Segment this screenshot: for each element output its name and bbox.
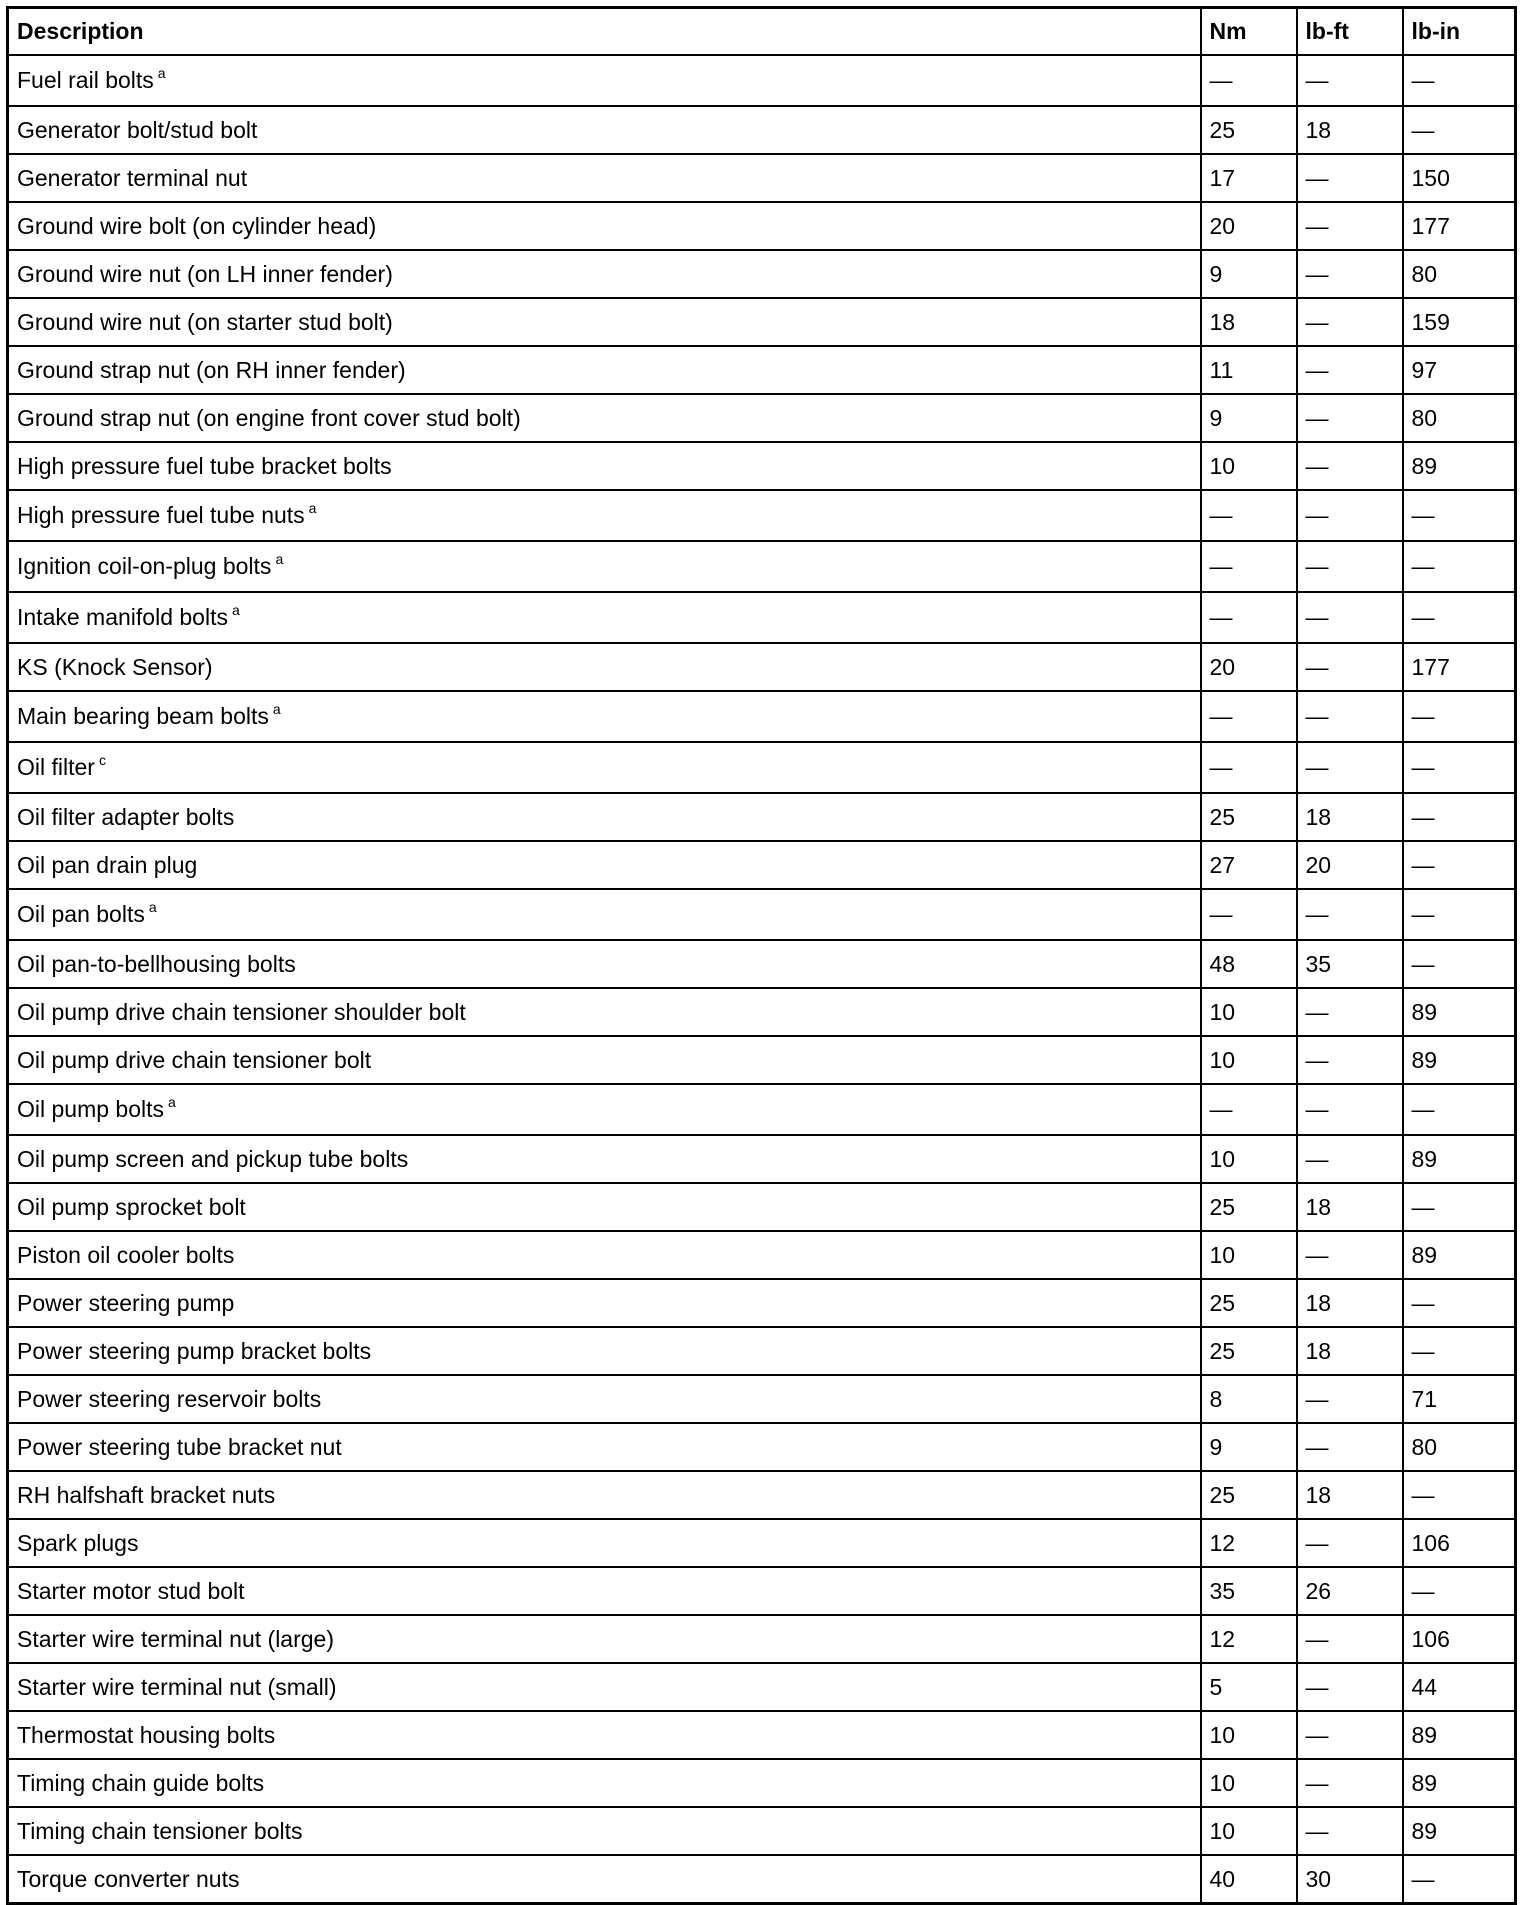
description-text: Oil pump screen and pickup tube bolts bbox=[17, 1145, 409, 1172]
cell-nm: 10 bbox=[1201, 1231, 1297, 1279]
cell-lb-in: — bbox=[1403, 841, 1516, 889]
cell-lb-ft: — bbox=[1297, 1519, 1403, 1567]
footnote-marker: a bbox=[231, 602, 240, 618]
cell-description bbox=[8, 250, 1201, 298]
cell-nm: 18 bbox=[1201, 298, 1297, 346]
cell-description bbox=[8, 643, 1201, 691]
table-row bbox=[8, 106, 1516, 154]
cell-nm: 11 bbox=[1201, 346, 1297, 394]
cell-lb-in: 71 bbox=[1403, 1375, 1516, 1423]
cell-lb-ft: — bbox=[1297, 541, 1403, 592]
cell-lb-in: 89 bbox=[1403, 988, 1516, 1036]
table-row bbox=[8, 1711, 1516, 1759]
cell-description bbox=[8, 55, 1201, 106]
cell-lb-in: 80 bbox=[1403, 1423, 1516, 1471]
cell-lb-in: 106 bbox=[1403, 1519, 1516, 1567]
cell-lb-ft: — bbox=[1297, 394, 1403, 442]
description-text: Ground wire nut (on LH inner fender) bbox=[17, 260, 393, 287]
cell-description bbox=[8, 1375, 1201, 1423]
cell-nm: — bbox=[1201, 1084, 1297, 1135]
cell-lb-in: — bbox=[1403, 793, 1516, 841]
table-row bbox=[8, 643, 1516, 691]
cell-lb-ft: 18 bbox=[1297, 793, 1403, 841]
cell-nm: 8 bbox=[1201, 1375, 1297, 1423]
cell-lb-ft: — bbox=[1297, 592, 1403, 643]
description-text: Power steering pump bbox=[17, 1289, 235, 1316]
table-row bbox=[8, 1615, 1516, 1663]
cell-nm: 12 bbox=[1201, 1519, 1297, 1567]
description-text: Ground strap nut (on engine front cover stud bolt) bbox=[17, 404, 521, 431]
cell-nm: 10 bbox=[1201, 1759, 1297, 1807]
description-text: Ground wire nut (on starter stud bolt) bbox=[17, 308, 393, 335]
table-row bbox=[8, 346, 1516, 394]
cell-lb-ft: 30 bbox=[1297, 1855, 1403, 1904]
cell-lb-in: 44 bbox=[1403, 1663, 1516, 1711]
footnote-marker: a bbox=[308, 500, 317, 516]
cell-description bbox=[8, 889, 1201, 940]
cell-description bbox=[8, 592, 1201, 643]
cell-nm: 25 bbox=[1201, 1279, 1297, 1327]
cell-lb-ft: — bbox=[1297, 1231, 1403, 1279]
table-row bbox=[8, 298, 1516, 346]
table-row bbox=[8, 1807, 1516, 1855]
cell-description bbox=[8, 793, 1201, 841]
cell-nm: 25 bbox=[1201, 1327, 1297, 1375]
cell-lb-ft: — bbox=[1297, 442, 1403, 490]
cell-description bbox=[8, 106, 1201, 154]
table-row bbox=[8, 490, 1516, 541]
cell-lb-ft: — bbox=[1297, 202, 1403, 250]
cell-lb-in: — bbox=[1403, 889, 1516, 940]
cell-nm: — bbox=[1201, 541, 1297, 592]
cell-lb-in: — bbox=[1403, 1279, 1516, 1327]
description-text: High pressure fuel tube bracket bolts bbox=[17, 452, 392, 479]
cell-nm: 9 bbox=[1201, 394, 1297, 442]
cell-nm: 10 bbox=[1201, 442, 1297, 490]
cell-lb-ft: 26 bbox=[1297, 1567, 1403, 1615]
cell-lb-in: — bbox=[1403, 691, 1516, 742]
cell-description bbox=[8, 541, 1201, 592]
cell-lb-ft: 18 bbox=[1297, 1279, 1403, 1327]
table-row bbox=[8, 1471, 1516, 1519]
table-row bbox=[8, 1663, 1516, 1711]
cell-nm: — bbox=[1201, 742, 1297, 793]
cell-lb-ft: — bbox=[1297, 1084, 1403, 1135]
cell-description bbox=[8, 1036, 1201, 1084]
cell-description bbox=[8, 154, 1201, 202]
cell-lb-ft: — bbox=[1297, 1375, 1403, 1423]
cell-lb-in: 106 bbox=[1403, 1615, 1516, 1663]
table-body bbox=[8, 55, 1516, 1904]
cell-description bbox=[8, 202, 1201, 250]
description-text: Oil pump bolts bbox=[17, 1096, 165, 1122]
footnote-marker: a bbox=[148, 899, 157, 915]
cell-lb-ft: — bbox=[1297, 889, 1403, 940]
cell-description bbox=[8, 1855, 1201, 1904]
cell-lb-in: 150 bbox=[1403, 154, 1516, 202]
cell-lb-ft: — bbox=[1297, 988, 1403, 1036]
cell-description bbox=[8, 1183, 1201, 1231]
cell-lb-in: 89 bbox=[1403, 1135, 1516, 1183]
table-row bbox=[8, 1759, 1516, 1807]
description-text: Oil pan bolts bbox=[17, 901, 145, 927]
cell-lb-in: — bbox=[1403, 1471, 1516, 1519]
description-text: Thermostat housing bolts bbox=[17, 1721, 276, 1748]
cell-description bbox=[8, 988, 1201, 1036]
description-text: Main bearing beam bolts bbox=[17, 703, 269, 729]
cell-lb-in: 177 bbox=[1403, 643, 1516, 691]
table-row bbox=[8, 940, 1516, 988]
description-text: Oil pump drive chain tensioner bolt bbox=[17, 1046, 372, 1073]
cell-nm: 35 bbox=[1201, 1567, 1297, 1615]
table-row bbox=[8, 1375, 1516, 1423]
footnote-marker: a bbox=[272, 701, 281, 717]
cell-lb-ft: — bbox=[1297, 1711, 1403, 1759]
table-row bbox=[8, 154, 1516, 202]
column-header-description: Description bbox=[8, 8, 1201, 56]
cell-description bbox=[8, 1519, 1201, 1567]
cell-description bbox=[8, 1423, 1201, 1471]
column-header-lb-in: lb-in bbox=[1403, 8, 1516, 56]
cell-lb-in: — bbox=[1403, 1855, 1516, 1904]
cell-lb-ft: — bbox=[1297, 1615, 1403, 1663]
cell-nm: 40 bbox=[1201, 1855, 1297, 1904]
cell-nm: 10 bbox=[1201, 1807, 1297, 1855]
cell-nm: — bbox=[1201, 592, 1297, 643]
table-row bbox=[8, 691, 1516, 742]
description-text: Oil filter bbox=[17, 754, 95, 780]
description-text: Starter wire terminal nut (large) bbox=[17, 1625, 334, 1652]
table-row bbox=[8, 1423, 1516, 1471]
cell-lb-in: 89 bbox=[1403, 442, 1516, 490]
table-row bbox=[8, 1279, 1516, 1327]
description-text: Torque converter nuts bbox=[17, 1865, 240, 1892]
cell-lb-ft: — bbox=[1297, 250, 1403, 298]
table-row bbox=[8, 592, 1516, 643]
table-row bbox=[8, 889, 1516, 940]
cell-nm: 25 bbox=[1201, 106, 1297, 154]
cell-lb-ft: — bbox=[1297, 1135, 1403, 1183]
cell-lb-ft: — bbox=[1297, 1036, 1403, 1084]
cell-description bbox=[8, 1231, 1201, 1279]
table-row bbox=[8, 1327, 1516, 1375]
cell-lb-ft: — bbox=[1297, 1423, 1403, 1471]
cell-description bbox=[8, 1711, 1201, 1759]
table-row bbox=[8, 1183, 1516, 1231]
cell-nm: 20 bbox=[1201, 202, 1297, 250]
description-text: Oil pan drain plug bbox=[17, 851, 198, 878]
cell-lb-ft: — bbox=[1297, 742, 1403, 793]
cell-lb-in: — bbox=[1403, 1084, 1516, 1135]
cell-description bbox=[8, 394, 1201, 442]
cell-lb-in: — bbox=[1403, 1183, 1516, 1231]
cell-lb-in: 97 bbox=[1403, 346, 1516, 394]
table-header-row bbox=[8, 8, 1516, 56]
cell-lb-in: 80 bbox=[1403, 394, 1516, 442]
footnote-marker: a bbox=[275, 551, 284, 567]
description-text: Generator terminal nut bbox=[17, 164, 248, 191]
cell-description bbox=[8, 691, 1201, 742]
cell-lb-in: 89 bbox=[1403, 1759, 1516, 1807]
description-text: Oil pump drive chain tensioner shoulder bolt bbox=[17, 998, 466, 1025]
cell-nm: 25 bbox=[1201, 793, 1297, 841]
footnote-marker: a bbox=[157, 65, 166, 81]
cell-lb-in: 89 bbox=[1403, 1036, 1516, 1084]
description-text: Spark plugs bbox=[17, 1529, 139, 1556]
column-header-lb-ft: lb-ft bbox=[1297, 8, 1403, 56]
table-row bbox=[8, 793, 1516, 841]
cell-lb-ft: — bbox=[1297, 490, 1403, 541]
cell-nm: — bbox=[1201, 55, 1297, 106]
cell-nm: 48 bbox=[1201, 940, 1297, 988]
table-row bbox=[8, 394, 1516, 442]
description-text: High pressure fuel tube nuts bbox=[17, 502, 305, 528]
cell-nm: — bbox=[1201, 889, 1297, 940]
cell-lb-in: 159 bbox=[1403, 298, 1516, 346]
cell-nm: 25 bbox=[1201, 1471, 1297, 1519]
cell-lb-ft: 18 bbox=[1297, 1327, 1403, 1375]
cell-description bbox=[8, 1807, 1201, 1855]
description-text: Power steering tube bracket nut bbox=[17, 1433, 342, 1460]
cell-lb-in: 177 bbox=[1403, 202, 1516, 250]
cell-nm: 27 bbox=[1201, 841, 1297, 889]
cell-nm: 25 bbox=[1201, 1183, 1297, 1231]
cell-nm: 20 bbox=[1201, 643, 1297, 691]
cell-description bbox=[8, 1327, 1201, 1375]
description-text: Power steering reservoir bolts bbox=[17, 1385, 322, 1412]
cell-lb-in: — bbox=[1403, 55, 1516, 106]
description-text: Piston oil cooler bolts bbox=[17, 1241, 235, 1268]
cell-description bbox=[8, 490, 1201, 541]
table-row bbox=[8, 1036, 1516, 1084]
cell-nm: 10 bbox=[1201, 1036, 1297, 1084]
table-row bbox=[8, 442, 1516, 490]
cell-description bbox=[8, 1567, 1201, 1615]
table-row bbox=[8, 742, 1516, 793]
cell-description bbox=[8, 442, 1201, 490]
cell-description bbox=[8, 1759, 1201, 1807]
description-text: KS (Knock Sensor) bbox=[17, 653, 213, 680]
cell-lb-in: — bbox=[1403, 490, 1516, 541]
cell-nm: — bbox=[1201, 490, 1297, 541]
cell-lb-ft: 18 bbox=[1297, 1183, 1403, 1231]
cell-nm: 17 bbox=[1201, 154, 1297, 202]
description-text: Starter motor stud bolt bbox=[17, 1577, 245, 1604]
description-text: Ground strap nut (on RH inner fender) bbox=[17, 356, 406, 383]
cell-lb-in: — bbox=[1403, 592, 1516, 643]
table-row bbox=[8, 541, 1516, 592]
cell-lb-in: — bbox=[1403, 541, 1516, 592]
description-text: Timing chain guide bolts bbox=[17, 1769, 265, 1796]
cell-lb-ft: — bbox=[1297, 154, 1403, 202]
cell-lb-in: — bbox=[1403, 1567, 1516, 1615]
description-text: Generator bolt/stud bolt bbox=[17, 116, 258, 143]
table-row bbox=[8, 1519, 1516, 1567]
cell-nm: 10 bbox=[1201, 1711, 1297, 1759]
description-text: Power steering pump bracket bolts bbox=[17, 1337, 372, 1364]
cell-lb-ft: — bbox=[1297, 55, 1403, 106]
description-text: Fuel rail bolts bbox=[17, 67, 154, 93]
cell-nm: 9 bbox=[1201, 250, 1297, 298]
cell-lb-ft: 20 bbox=[1297, 841, 1403, 889]
cell-lb-ft: — bbox=[1297, 1759, 1403, 1807]
table-row bbox=[8, 1135, 1516, 1183]
table-row bbox=[8, 1084, 1516, 1135]
cell-lb-in: 89 bbox=[1403, 1231, 1516, 1279]
table-row bbox=[8, 1567, 1516, 1615]
description-text: Oil pan-to-bellhousing bolts bbox=[17, 950, 296, 977]
cell-lb-ft: — bbox=[1297, 1663, 1403, 1711]
cell-nm: 10 bbox=[1201, 988, 1297, 1036]
cell-lb-in: 89 bbox=[1403, 1711, 1516, 1759]
description-text: Oil filter adapter bolts bbox=[17, 803, 235, 830]
cell-lb-in: — bbox=[1403, 742, 1516, 793]
cell-description bbox=[8, 1471, 1201, 1519]
cell-lb-in: 80 bbox=[1403, 250, 1516, 298]
description-text: Intake manifold bolts bbox=[17, 604, 228, 630]
cell-nm: 9 bbox=[1201, 1423, 1297, 1471]
cell-description bbox=[8, 1084, 1201, 1135]
table-row bbox=[8, 250, 1516, 298]
table-row bbox=[8, 1231, 1516, 1279]
cell-description bbox=[8, 940, 1201, 988]
description-text: Oil pump sprocket bolt bbox=[17, 1193, 246, 1220]
cell-description bbox=[8, 1663, 1201, 1711]
torque-specification-table bbox=[6, 6, 1517, 1905]
cell-lb-in: 89 bbox=[1403, 1807, 1516, 1855]
cell-lb-ft: — bbox=[1297, 1807, 1403, 1855]
cell-description bbox=[8, 742, 1201, 793]
cell-lb-ft: 18 bbox=[1297, 106, 1403, 154]
cell-lb-ft: 35 bbox=[1297, 940, 1403, 988]
table-row bbox=[8, 841, 1516, 889]
description-text: Ignition coil-on-plug bolts bbox=[17, 553, 272, 579]
cell-lb-ft: — bbox=[1297, 346, 1403, 394]
description-text: RH halfshaft bracket nuts bbox=[17, 1481, 276, 1508]
footnote-marker: c bbox=[98, 752, 106, 768]
cell-description bbox=[8, 1615, 1201, 1663]
description-text: Timing chain tensioner bolts bbox=[17, 1817, 303, 1844]
table-row bbox=[8, 1855, 1516, 1904]
cell-lb-ft: — bbox=[1297, 298, 1403, 346]
cell-lb-ft: — bbox=[1297, 691, 1403, 742]
cell-lb-in: — bbox=[1403, 106, 1516, 154]
description-text: Ground wire bolt (on cylinder head) bbox=[17, 212, 377, 239]
cell-description bbox=[8, 1135, 1201, 1183]
cell-lb-in: — bbox=[1403, 1327, 1516, 1375]
cell-description bbox=[8, 346, 1201, 394]
table-row bbox=[8, 202, 1516, 250]
cell-nm: 5 bbox=[1201, 1663, 1297, 1711]
column-header-nm: Nm bbox=[1201, 8, 1297, 56]
cell-description bbox=[8, 841, 1201, 889]
cell-nm: — bbox=[1201, 691, 1297, 742]
cell-nm: 12 bbox=[1201, 1615, 1297, 1663]
table-row bbox=[8, 988, 1516, 1036]
cell-lb-ft: 18 bbox=[1297, 1471, 1403, 1519]
cell-nm: 10 bbox=[1201, 1135, 1297, 1183]
cell-description bbox=[8, 298, 1201, 346]
cell-lb-ft: — bbox=[1297, 643, 1403, 691]
cell-lb-in: — bbox=[1403, 940, 1516, 988]
footnote-marker: a bbox=[168, 1094, 176, 1110]
table-row bbox=[8, 55, 1516, 106]
cell-description bbox=[8, 1279, 1201, 1327]
description-text: Starter wire terminal nut (small) bbox=[17, 1673, 337, 1700]
